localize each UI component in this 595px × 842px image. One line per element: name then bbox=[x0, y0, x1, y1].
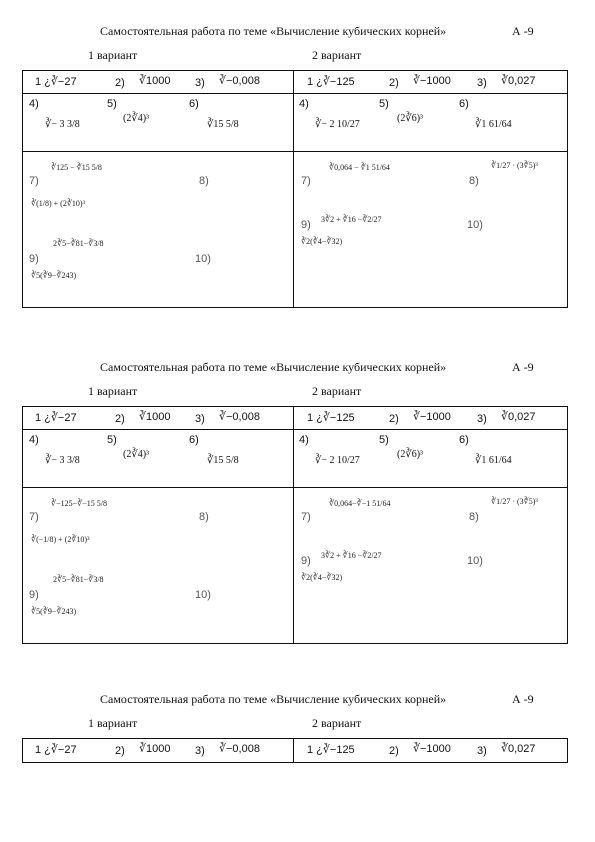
task-10-label: 10) bbox=[467, 219, 483, 231]
task-9-expr: 3∛2 + ∛16 −∛2/27 bbox=[321, 551, 382, 560]
task-1: 1 ¿∛−27 bbox=[35, 76, 77, 88]
task-5-label: 5) bbox=[379, 434, 389, 446]
task-3-expr: ∛0,027 bbox=[501, 411, 536, 423]
task-9-expr-2: ∛5(∛9−∛243) bbox=[31, 607, 77, 616]
task-7-expr-2: ∛(−1/8) + (2∛10)³ bbox=[31, 535, 90, 544]
task-8-label: 8) bbox=[199, 175, 209, 187]
task-9-label: 9) bbox=[301, 555, 311, 567]
task-9-label: 9) bbox=[29, 589, 39, 601]
task-7-expr: ∛0,064 − ∛1 51/64 bbox=[329, 163, 390, 172]
task-7-expr: ∛125 − ∛15 5/8 bbox=[51, 163, 102, 172]
task-2-label: 2) bbox=[389, 413, 399, 425]
task-4-label: 4) bbox=[29, 98, 39, 110]
task-9-expr-2: ∛5(∛9−∛243) bbox=[31, 271, 77, 280]
variant-1-heading: 1 вариант bbox=[88, 716, 138, 730]
task-2-expr: ∛1000 bbox=[139, 411, 171, 423]
task-6-expr: ∛1 61/64 bbox=[475, 455, 512, 466]
task-5-label: 5) bbox=[379, 98, 389, 110]
task-7-expr: ∛−125−∛−15 5/8 bbox=[51, 499, 107, 508]
task-7-label: 7) bbox=[29, 175, 39, 187]
task-3-expr: ∛0,027 bbox=[501, 75, 536, 87]
task-1: 1 ¿∛−125 bbox=[307, 412, 355, 424]
task-4-expr: ∛− 3 3/8 bbox=[45, 119, 80, 130]
variant-1-heading: 1 вариант bbox=[88, 48, 138, 62]
task-7-label: 7) bbox=[301, 511, 311, 523]
task-2-label: 2) bbox=[115, 413, 125, 425]
task-4-label: 4) bbox=[299, 98, 309, 110]
task-5-expr: (2∛6)³ bbox=[397, 113, 424, 124]
variant-2-heading: 2 вариант bbox=[312, 384, 362, 398]
task-2-label: 2) bbox=[115, 77, 125, 89]
task-table bbox=[22, 70, 568, 308]
task-3-expr: ∛−0,008 bbox=[219, 75, 260, 87]
task-4-expr: ∛− 2 10/27 bbox=[315, 455, 360, 466]
task-5-expr: (2∛6)³ bbox=[397, 449, 424, 460]
task-6-expr: ∛1 61/64 bbox=[475, 119, 512, 130]
grade-label: А -9 bbox=[512, 692, 534, 706]
task-10-label: 10) bbox=[195, 253, 211, 265]
task-3-label: 3) bbox=[195, 77, 205, 89]
task-4-expr: ∛− 3 3/8 bbox=[45, 455, 80, 466]
task-3-expr: ∛−0,008 bbox=[219, 411, 260, 423]
task-table bbox=[22, 406, 568, 644]
task-6-label: 6) bbox=[189, 434, 199, 446]
task-8-expr: ∛1/27 · (3∛5)³ bbox=[491, 497, 538, 506]
task-table bbox=[22, 738, 568, 763]
task-7-expr-2: ∛(1/8) + (2∛10)³ bbox=[31, 199, 85, 208]
task-9-expr-2: ∛2(∛4−∛32) bbox=[301, 573, 343, 582]
task-6-label: 6) bbox=[459, 98, 469, 110]
task-2-label: 2) bbox=[389, 745, 399, 757]
task-8-label: 8) bbox=[199, 511, 209, 523]
task-2-expr: ∛1000 bbox=[139, 743, 171, 755]
task-1: 1 ¿∛−125 bbox=[307, 76, 355, 88]
task-3-expr: ∛0,027 bbox=[501, 743, 536, 755]
task-3-label: 3) bbox=[477, 413, 487, 425]
task-9-expr: 2∛5−∛81−∛3/8 bbox=[53, 575, 104, 584]
task-4-label: 4) bbox=[299, 434, 309, 446]
task-2-expr: ∛−1000 bbox=[413, 411, 451, 423]
task-2-label: 2) bbox=[115, 745, 125, 757]
task-5-label: 5) bbox=[107, 98, 117, 110]
task-7-expr: ∛0,064−∛−1 51/64 bbox=[329, 499, 391, 508]
task-9-label: 9) bbox=[29, 253, 39, 265]
variant-2-heading: 2 вариант bbox=[312, 716, 362, 730]
task-6-expr: ∛15 5/8 bbox=[207, 455, 239, 466]
task-8-label: 8) bbox=[469, 511, 479, 523]
task-3-label: 3) bbox=[477, 745, 487, 757]
task-5-label: 5) bbox=[107, 434, 117, 446]
task-1: 1 ¿∛−27 bbox=[35, 744, 77, 756]
grade-label: А -9 bbox=[512, 24, 534, 38]
grade-label: А -9 bbox=[512, 360, 534, 374]
task-8-expr: ∛1/27 · (3∛5)³ bbox=[491, 161, 538, 170]
task-4-expr: ∛− 2 10/27 bbox=[315, 119, 360, 130]
task-8-label: 8) bbox=[469, 175, 479, 187]
task-2-label: 2) bbox=[389, 77, 399, 89]
task-10-label: 10) bbox=[467, 555, 483, 567]
variant-2-heading: 2 вариант bbox=[312, 48, 362, 62]
task-3-label: 3) bbox=[477, 77, 487, 89]
task-6-expr: ∛15 5/8 bbox=[207, 119, 239, 130]
task-3-expr: ∛−0,008 bbox=[219, 743, 260, 755]
task-5-expr: (2∛4)³ bbox=[123, 113, 150, 124]
worksheet-title: Самостоятельная работа по теме «Вычисление кубических корней» bbox=[100, 692, 447, 706]
worksheet-title: Самостоятельная работа по теме «Вычисление кубических корней» bbox=[100, 360, 447, 374]
task-5-expr: (2∛4)³ bbox=[123, 449, 150, 460]
task-7-label: 7) bbox=[29, 511, 39, 523]
task-1: 1 ¿∛−27 bbox=[35, 412, 77, 424]
task-10-label: 10) bbox=[195, 589, 211, 601]
task-3-label: 3) bbox=[195, 413, 205, 425]
task-9-expr: 2∛5−∛81−∛3/8 bbox=[53, 239, 104, 248]
task-4-label: 4) bbox=[29, 434, 39, 446]
task-9-expr: 3∛2 + ∛16 −∛2/27 bbox=[321, 215, 382, 224]
variant-1-heading: 1 вариант bbox=[88, 384, 138, 398]
task-7-label: 7) bbox=[301, 175, 311, 187]
task-2-expr: ∛−1000 bbox=[413, 75, 451, 87]
task-6-label: 6) bbox=[459, 434, 469, 446]
task-6-label: 6) bbox=[189, 98, 199, 110]
worksheet-title: Самостоятельная работа по теме «Вычисление кубических корней» bbox=[100, 24, 447, 38]
task-3-label: 3) bbox=[195, 745, 205, 757]
task-9-expr-2: ∛2(∛4−∛32) bbox=[301, 237, 343, 246]
task-9-label: 9) bbox=[301, 219, 311, 231]
task-2-expr: ∛−1000 bbox=[413, 743, 451, 755]
task-2-expr: ∛1000 bbox=[139, 75, 171, 87]
task-1: 1 ¿∛−125 bbox=[307, 744, 355, 756]
